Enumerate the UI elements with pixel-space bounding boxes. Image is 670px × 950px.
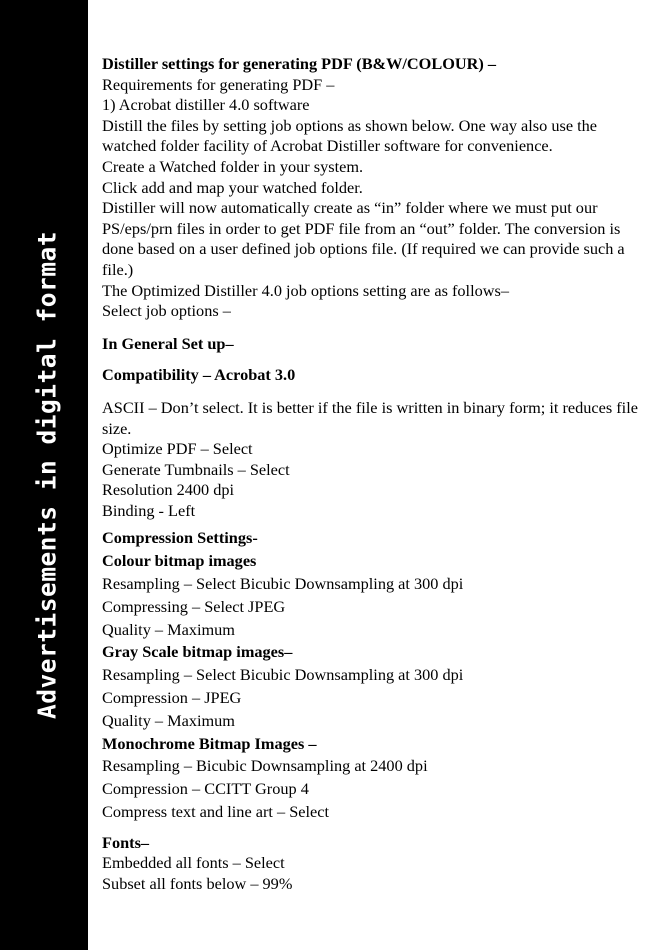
list-item: Compress text and line art – Select [102, 802, 329, 822]
list-item: Compressing – Select JPEG [102, 596, 286, 616]
list-item: Generate Tumbnails – Select [102, 459, 290, 479]
paragraph: 1) Acrobat distiller 4.0 software [102, 95, 310, 115]
subheading-colour: Colour bitmap images [102, 551, 257, 571]
subheading-monochrome: Monochrome Bitmap Images – [102, 733, 317, 753]
list-item: Quality – Maximum [102, 619, 235, 639]
sidebar-title: Advertisements in digital format [32, 230, 62, 720]
list-item: Binding - Left [102, 500, 196, 520]
fonts-section [102, 833, 647, 895]
document-body [102, 54, 647, 895]
paragraph: The Optimized Distiller 4.0 job options setting are as follows– [102, 280, 509, 300]
sidebar [0, 0, 88, 950]
paragraph: Distiller will now automatically create as “in” folder where we must put our PS/eps/prn files in order to get PDF file from an “out” folder. The conversion is done based on a user defined job options file. (If required we can provide such a file.) [102, 198, 625, 279]
list-item: Compression – CCITT Group 4 [102, 779, 309, 799]
list-item: Resolution 2400 dpi [102, 480, 235, 500]
compression-section [102, 527, 647, 823]
paragraph: Requirements for generating PDF – [102, 74, 335, 94]
list-item: Resampling – Select Bicubic Downsampling at 300 dpi [102, 665, 464, 685]
list-item: Quality – Maximum [102, 710, 235, 730]
paragraph: Distill the files by setting job options as shown below. One way also use the watched folder facility of Acrobat Distiller software for convenience. [102, 115, 598, 156]
paragraph: Select job options – [102, 301, 231, 321]
document-title: Distiller settings for generating PDF (B&W/COLOUR) – [102, 54, 497, 73]
list-item: Compression – JPEG [102, 688, 242, 708]
compatibility-setting: Compatibility – Acrobat 3.0 [102, 365, 296, 385]
list-item: Subset all fonts below – 99% [102, 874, 293, 894]
list-item: ASCII – Don’t select. It is better if the file is written in binary form; it reduces file size. [102, 397, 638, 438]
list-item: Embedded all fonts – Select [102, 853, 285, 873]
list-item: Resampling – Select Bicubic Downsampling at 300 dpi [102, 574, 464, 594]
subheading-gray: Gray Scale bitmap images– [102, 642, 293, 662]
paragraph: Create a Watched folder in your system. [102, 156, 364, 176]
section-heading-fonts: Fonts– [102, 832, 150, 852]
section-heading-general: In General Set up– [102, 333, 234, 353]
section-heading-compression: Compression Settings- [102, 528, 258, 548]
list-item: Optimize PDF – Select [102, 439, 253, 459]
paragraph: Click add and map your watched folder. [102, 177, 363, 197]
list-item: Resampling – Bicubic Downsampling at 2400 dpi [102, 756, 428, 776]
